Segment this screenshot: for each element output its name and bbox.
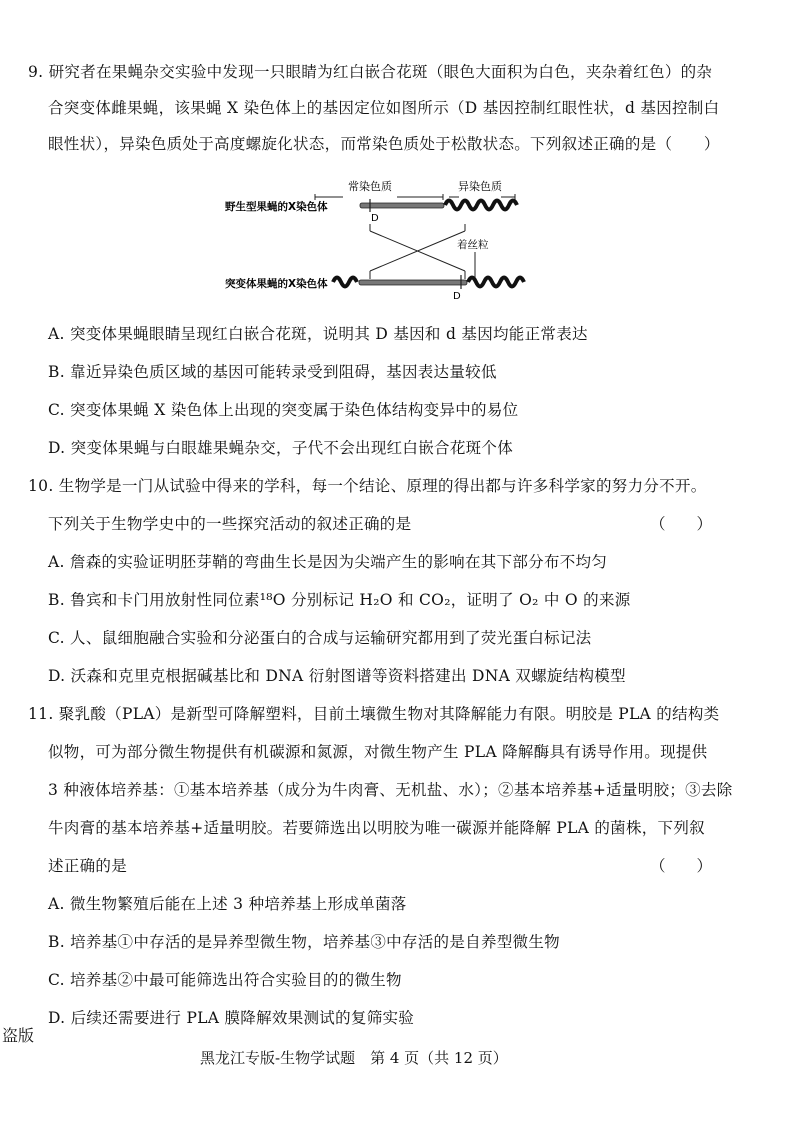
q9-stem-line-3: 眼性状），异染色质处于高度螺旋化状态，而常染色质处于松散状态。下列叙述正确的是（ ）: [48, 135, 720, 153]
q10-stem-line-2: 下列关于生物学史中的一些探究活动的叙述正确的是: [48, 515, 412, 533]
q10-option-a: A. 詹森的实验证明胚芽鞘的弯曲生长是因为尖端产生的影响在其下部分布不均匀: [48, 553, 608, 571]
q11-stem-line-5: 述正确的是: [48, 857, 128, 875]
q11-option-b: B. 培养基①中存活的是异养型微生物，培养基③中存活的是自养型微生物: [48, 933, 560, 951]
q10-option-b: B. 鲁宾和卡门用放射性同位素¹⁸O 分别标记 H₂O 和 CO₂，证明了 O₂ 中 O 的来源: [48, 591, 631, 609]
q10-option-d: D. 沃森和克里克根据碱基比和 DNA 衍射图谱等资料搭建出 DNA 双螺旋结构模型: [48, 667, 626, 685]
mutant-x-chromosome: [333, 275, 524, 289]
q11-stem-line-2: 似物，可为部分微生物提供有机碳源和氮源，对微生物产生 PLA 降解酶具有诱导作用。现提供: [48, 743, 708, 761]
q11-stem-line-4: 牛肉膏的基本培养基+适量明胶。若要筛选出以明胶为唯一碳源并能降解 PLA 的菌株，下列叙: [48, 819, 705, 837]
label-mutant-x: 突变体果蝇的X染色体: [225, 278, 328, 290]
q9-option-a: A. 突变体果蝇眼睛呈现红白嵌合花斑，说明其 D 基因和 d 基因均能正常表达: [48, 325, 588, 343]
region-brackets: [315, 194, 515, 200]
q9-stem-line-1: 9. 研究者在果蝇杂交实验中发现一只眼睛为红白嵌合花斑（眼色大面积为白色，夹杂着红色）的杂: [28, 63, 713, 81]
q10-stem-line-1: 10. 生物学是一门从试验中得来的学科，每一个结论、原理的得出都与许多科学家的努力分不开。: [28, 477, 707, 495]
gene-d-top: D: [371, 213, 379, 224]
piracy-stamp: 盗版: [2, 1026, 35, 1045]
q11-stem-line-1: 11. 聚乳酸（PLA）是新型可降解塑料，目前土壤微生物对其降解能力有限。明胶是 PLA 的结构类: [28, 705, 720, 723]
q10-option-c: C. 人、鼠细胞融合实验和分泌蛋白的合成与运输研究都用到了荧光蛋白标记法: [48, 629, 592, 647]
label-wild-x: 野生型果蝇的X染色体: [225, 201, 328, 213]
q11-answer-paren: （ ）: [650, 857, 713, 875]
q11-option-a: A. 微生物繁殖后能在上述 3 种培养基上形成单菌落: [48, 895, 407, 913]
label-heterochromatin: 异染色质: [458, 180, 502, 193]
q11-option-c: C. 培养基②中最可能筛选出符合实验目的的微生物: [48, 971, 402, 989]
q9-option-c: C. 突变体果蝇 X 染色体上出现的突变属于染色体结构变异中的易位: [48, 401, 519, 419]
gene-d-bottom: D: [453, 291, 461, 302]
q11-option-d: D. 后续还需要进行 PLA 膜降解效果测试的复筛实验: [48, 1009, 415, 1027]
page-footer: 黑龙江专版-生物学试题 第 4 页（共 12 页）: [200, 1049, 508, 1067]
q10-answer-paren: （ ）: [650, 515, 713, 533]
chromosome-diagram: [225, 176, 545, 306]
q11-stem-line-3: 3 种液体培养基：①基本培养基（成分为牛肉膏、无机盐、水）；②基本培养基+适量明胶；③去除: [48, 781, 733, 799]
label-centromere: 着丝粒: [457, 239, 489, 251]
label-euchromatin: 常染色质: [348, 180, 392, 193]
q9-stem-line-2: 合突变体雌果蝇，该果蝇 X 染色体上的基因定位如图所示（D 基因控制红眼性状，d 基因控制白: [48, 99, 720, 117]
q9-option-b: B. 靠近异染色质区域的基因可能转录受到阻碍，基因表达量较低: [48, 363, 497, 381]
rearrangement-lines: [370, 224, 465, 279]
q9-option-d: D. 突变体果蝇与白眼雄果蝇杂交，子代不会出现红白嵌合花斑个体: [48, 439, 514, 457]
wild-x-chromosome: [360, 199, 517, 212]
